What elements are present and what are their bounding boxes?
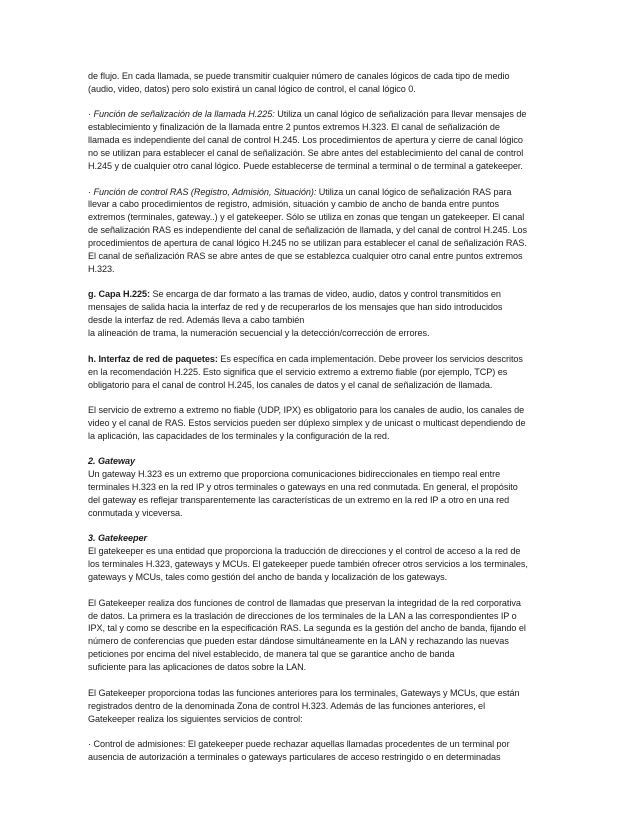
text-line: (audio, video, datos) pero solo existirá un canal lógico de control, el canal lógico 0. xyxy=(88,83,416,94)
section-heading: 3. Gatekeeper xyxy=(88,533,148,544)
term-label: g. Capa H.225: xyxy=(88,289,150,300)
paragraph-senalizacion-llamada xyxy=(88,108,558,173)
text-line: de señalización RAS es independiente del canal de señalización de llamada, y del canal de control H.245. Los xyxy=(88,225,527,236)
term-label: Función de señalización de la llamada H.225: xyxy=(93,109,275,120)
text-line: Gatekeeper realiza los siguientes servicios de control: xyxy=(88,713,303,724)
text-line: llevar a cabo procedimientos de registro, admisión, situación y cambio de ancho de banda entre puntos xyxy=(88,199,499,210)
text-line: Un gateway H.323 es un extremo que proporciona comunicaciones bidireccionales en tiempo real entre xyxy=(88,469,501,480)
text-line: número de conferencias que pueden estar dándose simultáneamente en la LAN y rechazando las nuevas xyxy=(88,636,509,647)
paragraph-capa-h225 xyxy=(88,288,558,340)
text-line: procedimientos de apertura de canal lógico H.245 no se utilizan para establecer el canal de señalización RAS. xyxy=(88,238,527,249)
text-line: video y el canal de RAS. Estos servicios pueden ser dúplexo simplex y de unicast o multicast dependiendo de xyxy=(88,417,526,428)
text-line: establecimiento y finalización de la llamada entre 2 puntos extremos H.323. El canal de señalización de xyxy=(88,122,500,133)
text-line xyxy=(88,186,558,199)
section-heading: 2. Gateway xyxy=(88,456,136,467)
text-line: El Gatekeeper realiza dos funciones de control de llamadas que preservan la integridad de la red corporativa xyxy=(88,597,521,608)
text-line: El canal de señalización RAS se abre antes de que se establezca cualquier otro canal entre puntos extremos xyxy=(88,251,523,262)
text-run: Es específica en cada implementación. Debe proveer los servicios descritos xyxy=(217,353,523,364)
text-line: H.245 y de cualquier otro canal lógico. Puede establecerse de terminal a terminal o de terminal a gatekeeper. xyxy=(88,161,523,172)
paragraph-funciones-gatekeeper xyxy=(88,597,558,674)
text-line: los terminales H.323, gateways y MCUs. El gatekeeper puede también ofrecer otros servicios a los terminales, xyxy=(88,559,528,570)
text-line: no se utilizan para establecer el canal de señalización. Se abre antes del establecimiento del canal de control xyxy=(88,148,524,159)
text-line: desde la interfaz de red. Además lleva a cabo también xyxy=(88,315,305,326)
text-line xyxy=(88,108,558,121)
text-line xyxy=(88,353,558,366)
text-line: gateways y MCUs, tales como gestión del ancho de banda y localización de los gateways. xyxy=(88,572,448,583)
paragraph-control-ras xyxy=(88,186,558,276)
text-line: IPX, tal y como se describe en la especificación RAS. La segunda es la gestión del ancho de banda, fijando el xyxy=(88,623,526,634)
paragraph-udp xyxy=(88,404,558,443)
text-line: la aplicación, las capacidades de los terminales y la configuración de la red. xyxy=(88,430,390,441)
text-line: extremos (terminales, gateway..) y el gatekeeper. Sólo se utiliza en zonas que tengan un gatekeeper. El canal xyxy=(88,212,525,223)
text-line: en la recomendación H.225. Esto significa que el servicio extremo a extremo fiable (por ejemplo, TCP) es xyxy=(88,366,508,377)
term-label: h. Interfaz de red de paquetes: xyxy=(88,353,218,364)
text-line: llamada es independiente del canal de control H.245. Los procedimientos de apertura y cierre de canal lógico xyxy=(88,135,523,146)
section-gatekeeper xyxy=(88,532,558,584)
paragraph-interfaz-red xyxy=(88,353,558,392)
text-run: Utiliza un canal lógico de señalización RAS para xyxy=(316,186,512,197)
text-line: conmutada y viceversa. xyxy=(88,507,183,518)
text-line: H.323. xyxy=(88,263,115,274)
text-line: · Control de admisiones: El gatekeeper puede rechazar aquellas llamadas procedentes de un terminal por xyxy=(88,739,510,749)
paragraph-flujo xyxy=(88,70,558,96)
document-body xyxy=(88,70,558,776)
term-label: Función de control RAS (Registro, Admisión, Situación): xyxy=(93,186,317,197)
text-line: del gateway es reflejar transparentemente las características de un extremo en la red IP a otro en una red xyxy=(88,495,510,506)
text-line: de flujo. En cada llamada, se puede transmitir cualquier número de canales lógicos de cada tipo de medio xyxy=(88,71,510,81)
text-line: El servicio de extremo a extremo no fiable (UDP, IPX) es obligatorio para los canales de audio, los canales de xyxy=(88,405,525,415)
text-run: Utiliza un canal lógico de señalización para llevar mensajes de xyxy=(274,109,527,120)
text-line: ausencia de autorización a terminales o gateways particulares de acceso restringido o en determinadas xyxy=(88,751,501,762)
section-gateway xyxy=(88,455,558,520)
text-line: suficiente para las aplicaciones de datos sobre la LAN. xyxy=(88,662,307,673)
bullet: · xyxy=(88,186,94,197)
paragraph-zona-control xyxy=(88,687,558,726)
bullet: · xyxy=(88,109,94,120)
text-line xyxy=(88,288,558,301)
text-line: la alineación de trama, la numeración secuencial y la detección/corrección de errores. xyxy=(88,328,430,339)
text-line: mensajes de salida hacia la interfaz de red y de recuperarlos de los mensajes que han sido introducidos xyxy=(88,302,503,313)
text-line: obligatorio para el canal de control H.245, los canales de datos y el canal de señalización de llamada. xyxy=(88,379,493,390)
paragraph-control-admisiones xyxy=(88,738,558,764)
text-line: terminales H.323 en la red IP y otros terminales o gateways en una red conmutada. En general, el propósito xyxy=(88,482,518,493)
text-line: El gatekeeper es una entidad que proporciona la traducción de direcciones y el control de acceso a la red de xyxy=(88,546,521,557)
text-line: registrados dentro de la denominada Zona de control H.323. Además de las funciones anteriores, el xyxy=(88,700,486,711)
text-line: El Gatekeeper proporciona todas las funciones anteriores para los terminales, Gateways y MCUs, que están xyxy=(88,687,520,698)
text-line: de datos. La primera es la traslación de direcciones de los terminales de la LAN a las correspondientes IP o xyxy=(88,610,517,621)
text-line: peticiones por encima del nivel establecido, de manera tal que se garantice ancho de banda xyxy=(88,649,455,660)
text-run: Se encarga de dar formato a las tramas de video, audio, datos y control transmitidos en xyxy=(149,289,501,300)
